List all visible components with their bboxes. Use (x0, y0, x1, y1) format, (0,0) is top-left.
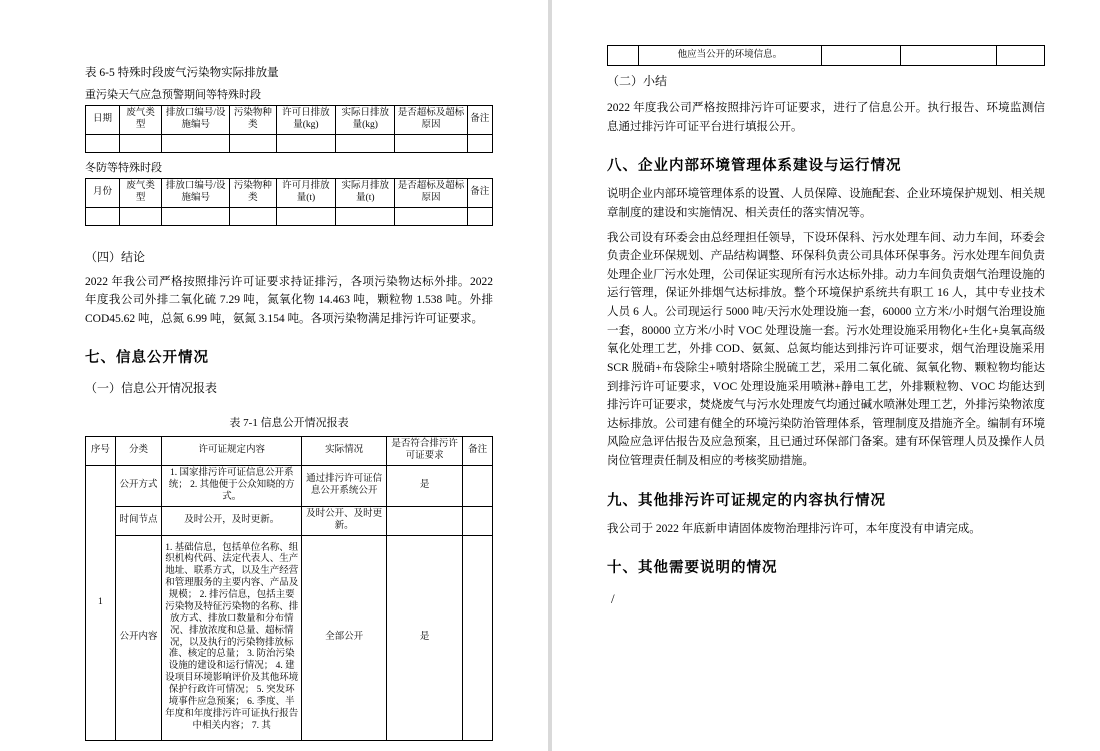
table-cell (336, 134, 395, 152)
table-cell-category: 公开内容 (115, 535, 162, 740)
table-cell (86, 207, 120, 225)
table-row (86, 506, 493, 535)
table-cell (467, 134, 492, 152)
table-cell (276, 134, 335, 152)
table-cell (395, 134, 467, 152)
table-header-cell: 废气类型 (119, 106, 161, 135)
table-header-cell: 排放口编号/设施编号 (162, 178, 230, 207)
table-cell (395, 207, 467, 225)
table-header-cell: 序号 (86, 437, 116, 466)
table-cell (336, 207, 395, 225)
table-row (86, 106, 493, 135)
table-header-cell: 许可证规定内容 (162, 437, 302, 466)
table-header-cell: 实际月排放量(t) (336, 178, 395, 207)
table-header-cell: 月份 (86, 178, 120, 207)
section-10-body: / (611, 591, 615, 607)
table-cell-category: 时间节点 (115, 506, 162, 535)
table-header-cell: 实际日排放量(kg) (336, 106, 395, 135)
table-header-cell: 是否超标及超标原因 (395, 106, 467, 135)
table-cell-actual: 全部公开 (302, 535, 387, 740)
table-65-group1-label: 重污染天气应急预警期间等特殊时段 (85, 89, 261, 101)
conclusion-text: 2022 年我公司严格按照排污许可证要求持证排污，各项污染物达标外排。2022 年度我公司外排二氧化硫 7.29 吨，氮氧化物 14.463 吨，颗粒物 1.538 吨。外排 COD45.62 吨，总氮 6.99 吨，氨氮 3.154 吨。各项污染物满足排污许可证要求。 (85, 275, 493, 325)
table-cell-conform: 是 (386, 466, 462, 507)
table-row (86, 437, 493, 466)
section-7-title: 七、信息公开情况 (85, 350, 209, 367)
table-71-continued (607, 45, 1045, 66)
table-cell-content: 1. 基础信息，包括单位名称、组织机构代码、法定代表人、生产地址、联系方式，以及生产经营和管理服务的主要内容、产品及规模； 2. 排污信息，包括主要污染物及特征污染物的名称、排放方式、排放口数量和分布情况、排放浓度和总量、超标情况，以及执行的污染物排放标准、核定的总量； 3. 防治污染设施的建设和运行情况； 4. 建设项目环境影响评价及其他环境保护行政许可情况； 5. 突发环境事件应急预案； 6. 季度、半年度和年度排污许可证执行报告中相关内容； 7. 其 (162, 535, 302, 740)
table-cell-actual: 及时公开、及时更新。 (302, 506, 387, 535)
section-9-title: 九、其他排污许可证规定的内容执行情况 (607, 492, 886, 509)
section-8-intro: 说明企业内部环境管理体系的设置、人员保障、设施配套、企业环境保护规划、相关规章制度的建设和实施情况、相关责任的落实情况等。 (607, 188, 1045, 219)
table-row (608, 46, 1045, 66)
table-cell-actual: 通过排污许可证信息公开系统公开 (302, 466, 387, 507)
table-cell (467, 207, 492, 225)
table-header-cell: 是否符合排污许可证要求 (386, 437, 462, 466)
right-page (552, 0, 1100, 751)
table-65-group1 (85, 105, 493, 153)
table-header-cell: 备注 (467, 178, 492, 207)
table-cell-row-number: 1 (86, 466, 116, 740)
table-header-cell: 备注 (467, 106, 492, 135)
conclusion-title: （四）结论 (85, 249, 146, 264)
table-cell (230, 207, 277, 225)
table-header-cell: 污染物种类 (230, 178, 277, 207)
table-71-caption: 表 7-1 信息公开情况报表 (229, 417, 349, 430)
table-row (86, 178, 493, 207)
table-65-group2-label: 冬防等特殊时段 (85, 161, 162, 174)
table-cell-category: 公开方式 (115, 466, 162, 507)
table-header-cell: 许可月排放量(t) (276, 178, 335, 207)
table-cell-content: 及时公开，及时更新。 (162, 506, 302, 535)
table-cell-conform: 是 (386, 535, 462, 740)
table-cell (162, 207, 230, 225)
table-header-cell: 日期 (86, 106, 120, 135)
table-header-cell: 许可日排放量(kg) (276, 106, 335, 135)
table-cell: 他应当公开的环境信息。 (638, 46, 822, 66)
table-cell (608, 46, 639, 66)
table-row (86, 535, 493, 740)
table-header-cell: 是否超标及超标原因 (395, 178, 467, 207)
table-cell (996, 46, 1044, 66)
table-header-cell: 污染物种类 (230, 106, 277, 135)
table-cell-remark (463, 535, 493, 740)
section-10-title: 十、其他需要说明的情况 (607, 560, 778, 577)
table-cell (86, 134, 120, 152)
table-71 (85, 436, 493, 740)
table-cell-content: 1. 国家排污许可证信息公开系统； 2. 其他便于公众知晓的方式。 (162, 466, 302, 507)
table-header-cell: 实际情况 (302, 437, 387, 466)
table-header-cell: 备注 (463, 437, 493, 466)
table-cell (119, 134, 161, 152)
table-cell (822, 46, 901, 66)
section-9-body: 我公司于 2022 年底新申请固体废物治理排污许可，本年度没有申请完成。 (607, 522, 981, 535)
table-cell (276, 207, 335, 225)
section-8-body: 我公司设有环委会由总经理担任领导，下设环保科、污水处理车间、动力车间，环委会负责企业环保规划、产品结构调整、环保科负责公司具体环保事务。污水处理车间负责处理企业厂污水处理，公司保证实现所有污水达标外排。动力车间负责烟气治理设施的运行管理，保证外排烟气达标排放。整个环境保护系统共有职工 16 人，其中专业技术人员 6 人。公司现运行 5000 吨/天污水处理设施一套，60000 立方米/小时烟气治理设施一套，80000 立方米/小时 VOC 处理设施一套。污水处理设施采用物化+生化+臭氧高级氧化处理工艺，外排 COD、氨氮、总氮均能达到排污许可证要求，烟气治理设施采用 SCR 脱硝+布袋除尘+喷射塔除尘脱硫工艺，采用二氧化硫、氮氧化物、颗粒物均能达到排污许可证要求，VOC 处理设施采用喷淋+静电工艺，外排颗粒物、VOC 均能达到排污许可证要求，焚烧废气与污水处理废气均通过碱水喷淋处理工艺，外排污染物浓度达标排放。公司建有健全的环境污染防治管理体系，管理制度及措施齐全。编制有环境风险应急评估报告及应急预案，且已通过环保部门备案。建有环保管理人员及操作人员岗位管理责任制及相应的考核奖励措施。 (607, 231, 1045, 467)
table-header-cell: 废气类型 (119, 178, 161, 207)
section-7-2-text: 2022 年度我公司严格按照排污许可证要求，进行了信息公开。执行报告、环境监测信息通过排污许可证平台进行填报公开。 (607, 102, 1045, 133)
table-cell (230, 134, 277, 152)
table-cell (119, 207, 161, 225)
table-65-group2 (85, 178, 493, 226)
table-header-cell: 分类 (115, 437, 162, 466)
left-page (0, 0, 548, 751)
table-row (86, 207, 493, 225)
table-cell (162, 134, 230, 152)
table-65-caption: 表 6-5 特殊时段废气污染物实际排放量 (85, 67, 279, 79)
table-cell-conform (386, 506, 462, 535)
section-8-title: 八、企业内部环境管理体系建设与运行情况 (607, 158, 902, 175)
section-7-1-title: （一）信息公开情况报表 (85, 381, 218, 396)
table-cell (900, 46, 996, 66)
table-row (86, 134, 493, 152)
table-cell-remark (463, 506, 493, 535)
table-cell-remark (463, 466, 493, 507)
table-header-cell: 排放口编号/设施编号 (162, 106, 230, 135)
table-row (86, 466, 493, 507)
section-7-2-title: （二）小结 (607, 74, 668, 88)
